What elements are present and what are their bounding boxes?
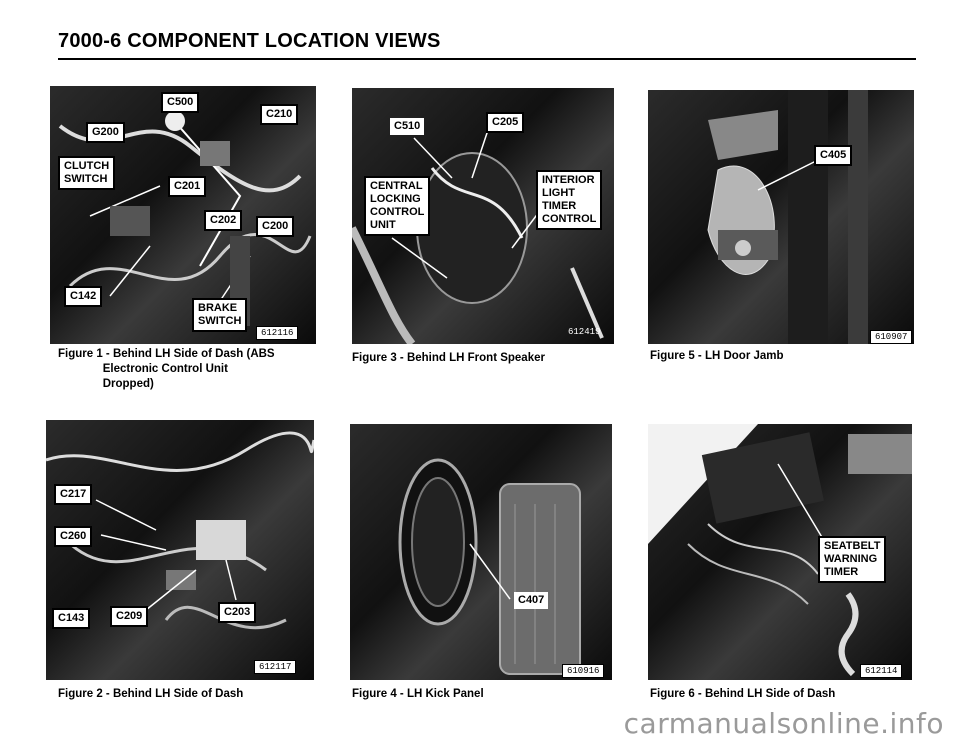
figure-1-caption: Figure 1 - Behind LH Side of Dash (ABS Electronic Control Unit Dropped) — [58, 348, 275, 390]
label-c209: C209 — [110, 606, 148, 627]
label-c210: C210 — [260, 104, 298, 125]
label-seatbelt-warning-timer: SEATBELT WARNING TIMER — [818, 536, 886, 583]
photo-id: 612419 — [568, 327, 601, 337]
figure-2-wiring-art — [46, 420, 314, 680]
label-c142: C142 — [64, 286, 102, 307]
label-c203: C203 — [218, 602, 256, 623]
photo-id: 612114 — [860, 664, 902, 678]
label-c260: C260 — [54, 526, 92, 547]
label-c407: C407 — [514, 592, 548, 609]
photo-id: 612116 — [256, 326, 298, 340]
label-brake-switch: BRAKE SWITCH — [192, 298, 247, 332]
label-c143: C143 — [52, 608, 90, 629]
figure-4-photo — [350, 424, 612, 680]
label-central-locking-control-unit: CENTRAL LOCKING CONTROL UNIT — [364, 176, 430, 236]
photo-id: 612117 — [254, 660, 296, 674]
label-c217: C217 — [54, 484, 92, 505]
label-clutch-switch: CLUTCH SWITCH — [58, 156, 115, 190]
figure-2-caption: Figure 2 - Behind LH Side of Dash — [58, 688, 244, 700]
label-interior-light-timer-control: INTERIOR LIGHT TIMER CONTROL — [536, 170, 602, 230]
figure-5-caption: Figure 5 - LH Door Jamb — [650, 350, 784, 362]
label-c202: C202 — [204, 210, 242, 231]
figure-1-photo — [50, 86, 316, 344]
figure-4-caption: Figure 4 - LH Kick Panel — [352, 688, 484, 700]
label-c205: C205 — [486, 112, 524, 133]
header-rule — [58, 58, 916, 60]
figure-3-caption: Figure 3 - Behind LH Front Speaker — [352, 352, 545, 364]
photo-id: 610907 — [870, 330, 912, 344]
label-c510: C510 — [390, 118, 424, 135]
label-c200: C200 — [256, 216, 294, 237]
label-c500: C500 — [161, 92, 199, 113]
photo-id: 610916 — [562, 664, 604, 678]
figure-5-photo — [648, 90, 914, 344]
page-header: 7000-6 COMPONENT LOCATION VIEWS — [58, 30, 441, 52]
label-g200: G200 — [86, 122, 125, 143]
figure-4-kick-panel-art — [350, 424, 612, 680]
figure-6-photo — [648, 424, 912, 680]
figure-5-door-art — [648, 90, 914, 344]
label-c405: C405 — [814, 145, 852, 166]
figure-6-caption: Figure 6 - Behind LH Side of Dash — [650, 688, 836, 700]
figure-2-photo — [46, 420, 314, 680]
watermark: carmanualsonline.info — [623, 707, 944, 740]
label-c201: C201 — [168, 176, 206, 197]
figure-3-photo — [352, 88, 614, 344]
